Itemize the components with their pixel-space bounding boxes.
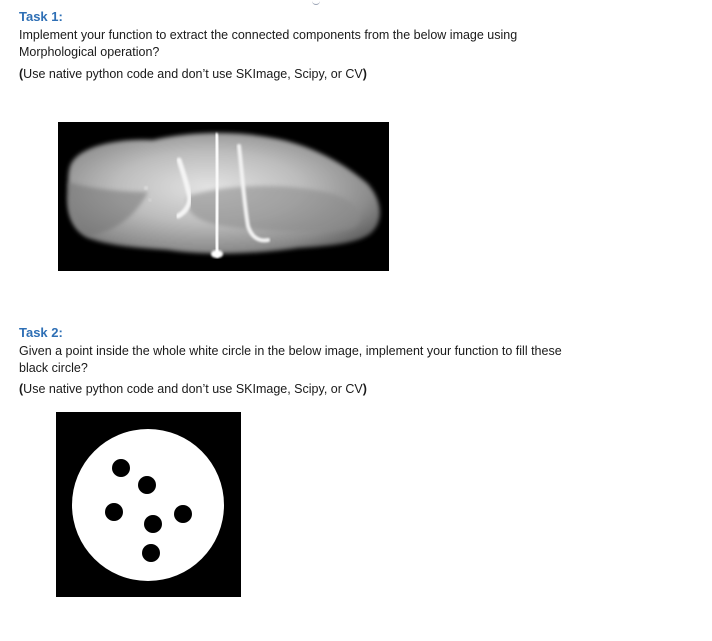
task1-description: Implement your function to extract the connected components from the below image using Morphological operation?: [19, 28, 518, 59]
black-dot: [138, 476, 156, 494]
xray-spot: [149, 199, 152, 202]
task1-heading: Task 1:: [19, 9, 63, 24]
xray-joint: [211, 250, 223, 258]
task2-heading: Task 2:: [19, 325, 63, 340]
task2-note-text: Use native python code and don’t use SKImage, Scipy, or CV: [23, 382, 363, 396]
task1-note-open: (: [19, 67, 24, 81]
task2-description: Given a point inside the whole white circle in the below image, implement your function to fill these black circle?: [19, 344, 562, 375]
black-dot: [105, 503, 123, 521]
black-dot: [142, 544, 160, 562]
task2-note-open: (: [19, 382, 24, 396]
xray-bone-middle: [216, 136, 218, 254]
xray-image: [58, 122, 389, 271]
task2-note: [19, 381, 367, 397]
task1-note: [19, 66, 367, 82]
task1-note-text: Use native python code and don’t use SKImage, Scipy, or CV: [23, 67, 363, 81]
black-dot: [112, 459, 130, 477]
page-edge-artifact: [312, 0, 320, 5]
task1-note-close: ): [362, 67, 367, 81]
black-dot: [174, 505, 192, 523]
circle-image: [56, 412, 241, 597]
black-dot: [144, 515, 162, 533]
task2-note-close: ): [362, 382, 367, 396]
xray-spot: [144, 186, 148, 190]
